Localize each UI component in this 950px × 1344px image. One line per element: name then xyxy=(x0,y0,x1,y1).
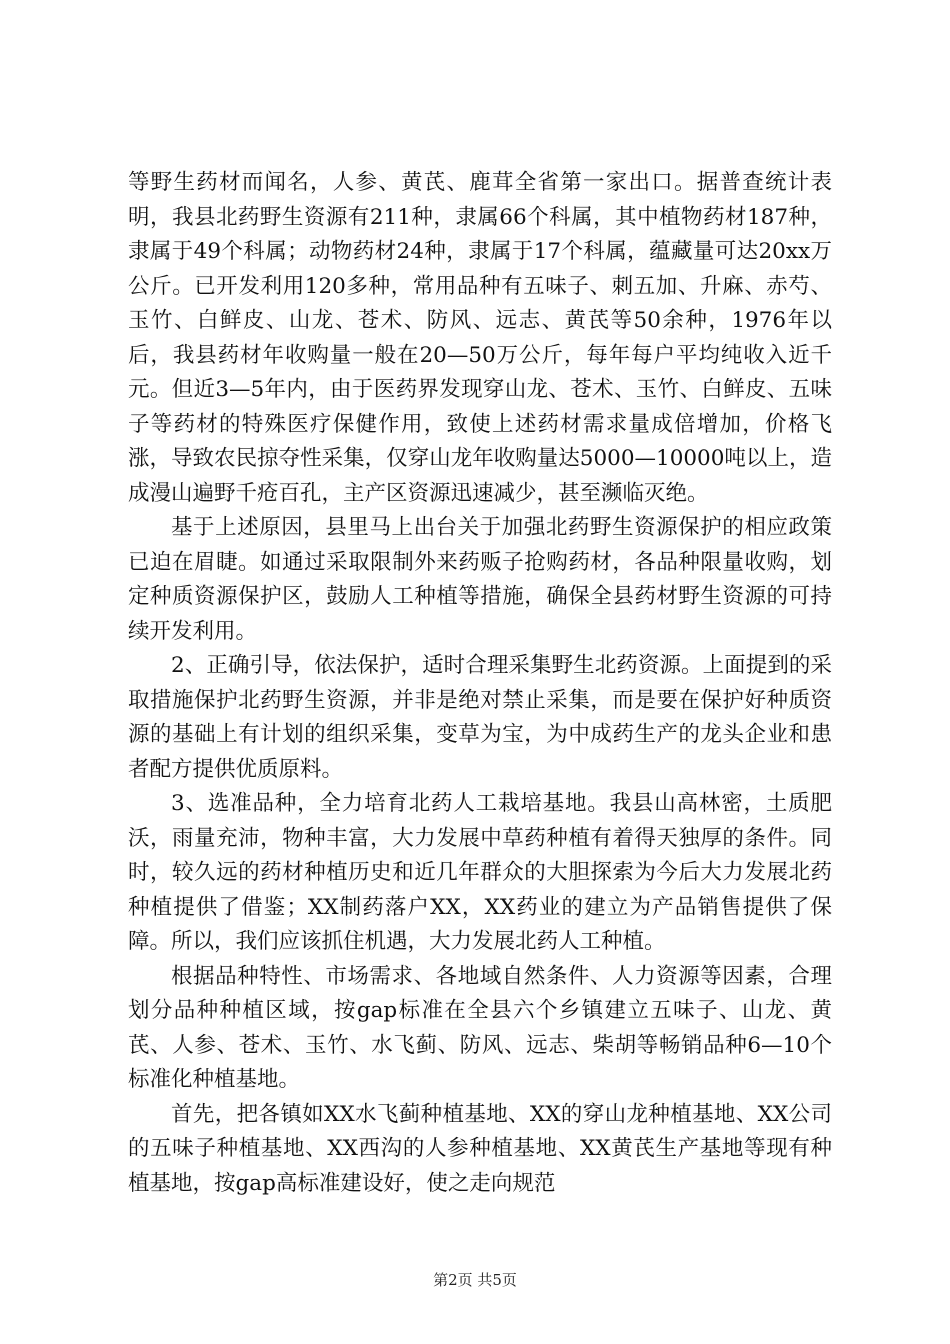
paragraph-planting-zones: 根据品种特性、市场需求、各地域自然条件、人力资源等因素，合理划分品种种植区域，按gap标准在全县六个乡镇建立五味子、山龙、黄芪、人参、苍术、玉竹、水飞蓟、防风、远志、柴胡等畅销品种6—10个标准化种植基地。 xyxy=(128,963,832,1092)
page-footer: 第2页 共5页 xyxy=(433,1271,517,1289)
paragraph-policy: 基于上述原因，县里马上出台关于加强北药野生资源保护的相应政策已迫在眉睫。如通过采取限制外来药贩子抢购药材，各品种限量收购，划定种质资源保护区，鼓励人工种植等措施，确保全县药材野生资源的可持续开发利用。 xyxy=(128,515,832,644)
paragraph-first-step: 首先，把各镇如XX水飞蓟种植基地、XX的穿山龙种植基地、XX公司的五味子种植基地、XX西沟的人参种植基地、XX黄芪生产基地等现有种植基地，按gap高标准建设好，使之走向规范 xyxy=(128,1101,832,1196)
paragraph-item-2: 2、正确引导，依法保护，适时合理采集野生北药资源。上面提到的采取措施保护北药野生资源，并非是绝对禁止采集，而是要在保护好种质资源的基础上有计划的组织采集，变草为宝，为中成药生产的龙头企业和患者配方提供优质原料。 xyxy=(128,653,832,782)
paragraph-item-3: 3、选准品种，全力培育北药人工栽培基地。我县山高林密，土质肥沃，雨量充沛，物种丰富，大力发展中草药种植有着得天独厚的条件。同时，较久远的药材种植历史和近几年群众的大胆探索为今后大力发展北药种植提供了借鉴；XX制药落户XX，XX药业的建立为产品销售提供了保障。所以，我们应该抓住机遇，大力发展北药人工种植。 xyxy=(128,791,832,954)
paragraph-continuation: 等野生药材而闻名，人参、黄芪、鹿茸全省第一家出口。据普查统计表明，我县北药野生资源有211种，隶属66个科属，其中植物药材187种，隶属于49个科属；动物药材24种，隶属于17个科属，蕴藏量可达20xx万公斤。已开发利用120多种，常用品种有五味子、刺五加、升麻、赤芍、玉竹、白鲜皮、山龙、苍术、防风、远志、黄芪等50余种，1976年以后，我县药材年收购量一般在20—50万公斤，每年每户平均纯收入近千元。但近3—5年内，由于医药界发现穿山龙、苍术、玉竹、白鲜皮、五味子等药材的特殊医疗保健作用，致使上述药材需求量成倍增加，价格飞涨，导致农民掠夺性采集，仅穿山龙年收购量达5000—10000吨以上，造成漫山遍野千疮百孔，主产区资源迅速减少，甚至濒临灭绝。 xyxy=(128,170,832,506)
document-body xyxy=(128,166,832,1201)
